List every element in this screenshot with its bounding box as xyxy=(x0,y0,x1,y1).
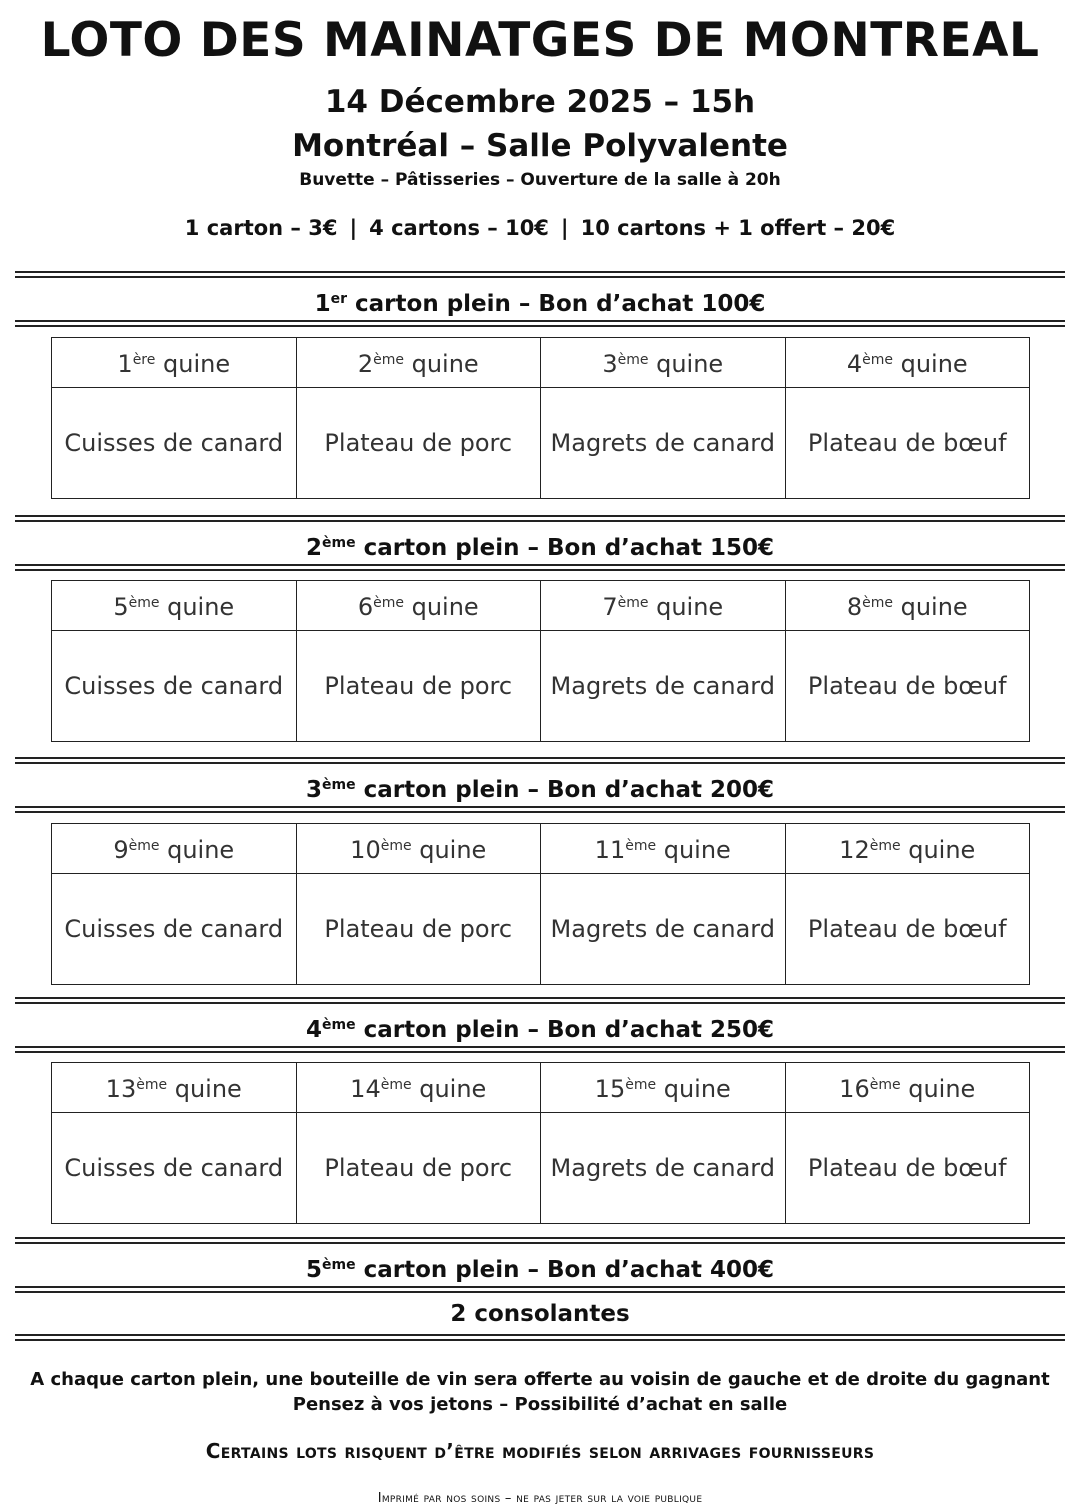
price-separator: | xyxy=(560,216,569,240)
prize-cell: Magrets de canard xyxy=(541,631,786,742)
quine-header-row xyxy=(52,338,1030,388)
prize-cell: Plateau de porc xyxy=(296,631,541,742)
prize-cell: Cuisses de canard xyxy=(52,874,297,985)
prize-cell: Plateau de bœuf xyxy=(785,1113,1030,1224)
prize-cell: Cuisses de canard xyxy=(52,631,297,742)
page-title: LOTO DES MAINATGES DE MONTREAL xyxy=(40,13,1040,68)
footer-note-wine: A chaque carton plein, une bouteille de vin sera offerte au voisin de gauche et de droite du gagnant xyxy=(30,1369,1050,1390)
footer-note-tokens: Pensez à vos jetons – Possibilité d’achat en salle xyxy=(292,1394,788,1415)
prize-row xyxy=(52,631,1030,742)
quine-label: 3ème quine xyxy=(541,338,786,388)
prize-cell: Plateau de porc xyxy=(296,1113,541,1224)
round-title: 2ème carton plein – Bon d’achat 150€ xyxy=(306,535,774,561)
quine-header-row xyxy=(52,824,1030,874)
quine-table xyxy=(51,1062,1030,1224)
quine-label: 12ème quine xyxy=(785,824,1030,874)
prize-cell: Plateau de bœuf xyxy=(785,874,1030,985)
price-item: 1 carton – 3€ xyxy=(184,216,338,240)
quine-label: 4ème quine xyxy=(785,338,1030,388)
prize-cell: Magrets de canard xyxy=(541,388,786,499)
prize-cell: Plateau de bœuf xyxy=(785,631,1030,742)
final-round-header xyxy=(15,1237,1065,1341)
round-header xyxy=(15,271,1065,328)
quine-label: 13ème quine xyxy=(52,1063,297,1113)
prize-cell: Cuisses de canard xyxy=(52,388,297,499)
event-venue: Montréal – Salle Polyvalente xyxy=(292,128,788,164)
footer-disclaimer: Certains lots risquent d’être modifiés selon arrivages fournisseurs xyxy=(205,1439,875,1463)
prize-cell: Magrets de canard xyxy=(541,874,786,985)
quine-label: 7ème quine xyxy=(541,581,786,631)
prize-row xyxy=(52,388,1030,499)
quine-header-row xyxy=(52,1063,1030,1113)
quine-label: 10ème quine xyxy=(296,824,541,874)
prize-cell: Cuisses de canard xyxy=(52,1113,297,1224)
prize-cell: Plateau de bœuf xyxy=(785,388,1030,499)
event-date: 14 Décembre 2025 – 15h xyxy=(324,84,756,120)
price-list xyxy=(0,212,1080,244)
prize-cell: Magrets de canard xyxy=(541,1113,786,1224)
quine-label: 16ème quine xyxy=(785,1063,1030,1113)
quine-table xyxy=(51,337,1030,499)
round-title: 5ème carton plein – Bon d’achat 400€ xyxy=(306,1257,774,1283)
quine-label: 2ème quine xyxy=(296,338,541,388)
quine-label: 8ème quine xyxy=(785,581,1030,631)
quine-label: 1ère quine xyxy=(52,338,297,388)
prize-cell: Plateau de porc xyxy=(296,388,541,499)
price-item: 4 cartons – 10€ xyxy=(369,216,549,240)
prize-row xyxy=(52,874,1030,985)
prize-cell: Plateau de porc xyxy=(296,874,541,985)
quine-label: 6ème quine xyxy=(296,581,541,631)
quine-label: 11ème quine xyxy=(541,824,786,874)
quine-label: 9ème quine xyxy=(52,824,297,874)
quine-table xyxy=(51,580,1030,742)
prize-row xyxy=(52,1113,1030,1224)
quine-label: 15ème quine xyxy=(541,1063,786,1113)
consolantes-label: 2 consolantes xyxy=(450,1301,630,1327)
round-title: 1er carton plein – Bon d’achat 100€ xyxy=(314,291,766,317)
footer-printer-note: Imprimé par nos soins – ne pas jeter sur la voie publique xyxy=(377,1491,703,1506)
round-header xyxy=(15,997,1065,1054)
round-title: 3ème carton plein – Bon d’achat 200€ xyxy=(306,777,774,803)
quine-table xyxy=(51,823,1030,985)
round-header xyxy=(15,757,1065,814)
round-title: 4ème carton plein – Bon d’achat 250€ xyxy=(306,1017,774,1043)
price-item: 10 cartons + 1 offert – 20€ xyxy=(580,216,896,240)
price-separator: | xyxy=(349,216,358,240)
quine-label: 5ème quine xyxy=(52,581,297,631)
event-extras: Buvette – Pâtisseries – Ouverture de la salle à 20h xyxy=(299,170,781,190)
round-header xyxy=(15,515,1065,572)
quine-label: 14ème quine xyxy=(296,1063,541,1113)
quine-header-row xyxy=(52,581,1030,631)
